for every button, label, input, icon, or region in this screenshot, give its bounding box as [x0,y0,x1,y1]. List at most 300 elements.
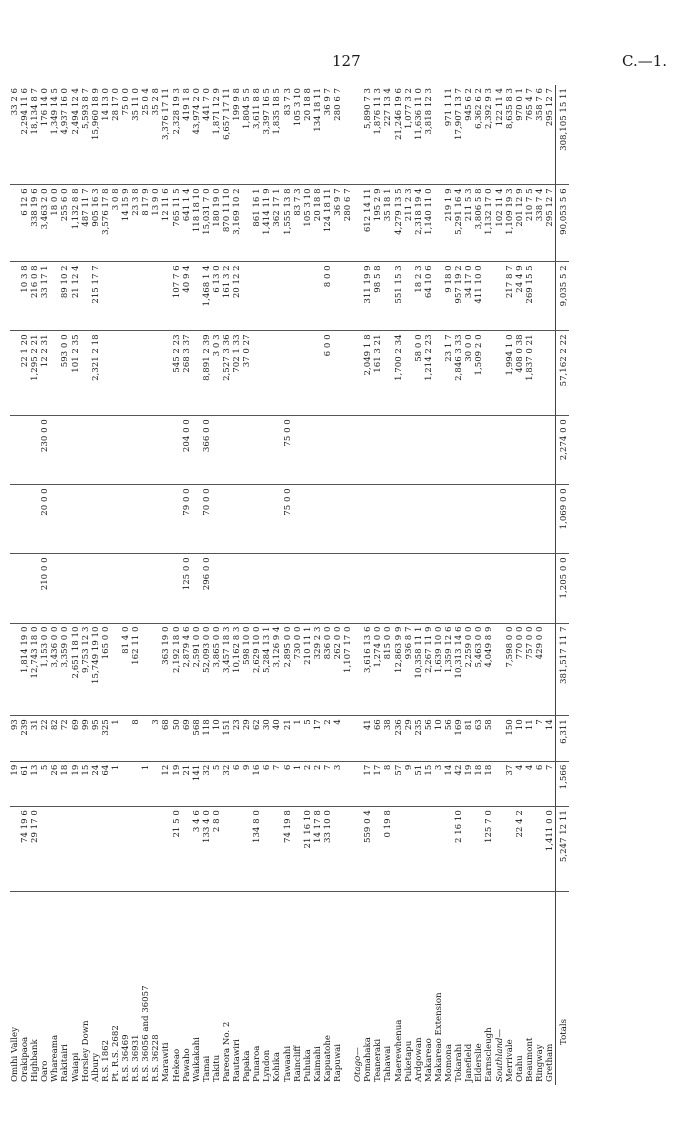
table-cell: 83 7 3 [283,85,293,185]
table-row [242,85,252,1085]
table-cell [303,331,313,416]
table-cell: 2 [323,716,333,761]
table-cell: 61 [20,761,30,806]
table-cell: 3,457 18 3 [222,623,232,716]
table-row [505,85,515,1085]
table-cell: 124 18 11 [323,185,333,262]
table-cell: 2,629 10 0 [252,623,262,716]
row-label: Totals [556,892,570,1086]
table-cell: 64 10 6 [424,262,434,331]
table-cell [474,416,484,485]
table-cell: 66 [373,716,383,761]
table-cell [353,623,363,716]
table-cell: 702 1 33 [232,331,242,416]
table-cell [323,554,333,623]
table-cell: 22 4 2 [515,807,525,892]
row-label: Rapuwai [333,1043,343,1082]
table-cell [353,331,363,416]
table-cell: 1,077 3 2 [404,85,414,185]
table-cell [222,485,232,554]
table-cell [525,416,535,485]
table-cell: 33 17 1 [40,262,50,331]
row-label: Tawaahi [282,1045,293,1082]
table-row [151,85,161,1085]
table-row [192,85,202,1085]
table-cell: 0 19 8 [383,807,393,892]
table-row [414,85,424,1085]
table-cell [161,262,171,331]
table-cell: 296 0 0 [202,554,212,623]
table-cell [495,485,505,554]
table-cell: 905 16 3 [91,185,101,262]
table-cell: 70 0 0 [202,485,212,554]
table-cell [50,262,60,331]
row-label: Puketapu [403,1040,414,1082]
table-cell: 68 [161,716,171,761]
table-cell: 17 [373,761,383,806]
table-cell: 362 17 1 [272,185,282,262]
table-cell [373,554,383,623]
table-cell: 3,359 0 0 [60,623,70,716]
table-cell: 133 4 0 [202,807,212,892]
table-cell: 93 [10,716,20,761]
table-cell: 14 13 0 [101,85,111,185]
table-cell [212,416,222,485]
table-cell [505,554,515,623]
table-cell: 20 12 2 [232,262,242,331]
table-cell: 3 0 8 [111,185,121,262]
table-cell: 210 11 1 [303,623,313,716]
table-row [172,85,182,1085]
table-cell: 770 0 0 [515,623,525,716]
row-label: Makareao [423,1038,434,1082]
row-label: R.S. 36228 [151,1034,162,1082]
table-cell [10,807,20,892]
table-cell: 3,436 0 0 [50,623,60,716]
table-row [30,85,40,1085]
table-cell: 1 [141,761,151,806]
table-cell: 199 9 8 [232,85,242,185]
table-cell [262,485,272,554]
table-cell [484,331,494,416]
table-cell: 559 0 4 [363,807,373,892]
table-cell [10,185,20,262]
table-cell: 26 [50,761,60,806]
table-cell [151,554,161,623]
table-cell: 122 11 4 [495,85,505,185]
table-cell: 545 2 23 [172,331,182,416]
table-cell: 2,392 9 3 [484,85,494,185]
table-cell [353,262,363,331]
table-cell: 1 [111,761,121,806]
row-label: Punaroa [252,1045,263,1082]
table-cell [252,554,262,623]
row-label: Pt. R.S. 2682 [110,1025,121,1082]
table-cell: 5 [40,761,50,806]
table-cell [192,554,202,623]
table-cell [131,262,141,331]
table-cell: 10 [515,716,525,761]
table-cell [242,485,252,554]
table-cell: 2,591 0 0 [192,623,202,716]
table-cell [111,416,121,485]
table-cell: 1,153 0 0 [40,623,50,716]
table-cell: 217 8 7 [505,262,515,331]
table-cell [81,554,91,623]
table-cell [272,262,282,331]
table-cell [434,485,444,554]
table-cell [172,554,182,623]
table-cell: 971 1 11 [444,85,454,185]
table-cell [121,807,131,892]
table-row [333,85,343,1085]
table-cell: 1,359 12 6 [444,623,454,716]
table-cell: 74 19 6 [20,807,30,892]
table-cell: 210 7 5 [525,185,535,262]
table-cell [293,262,303,331]
table-cell [505,485,515,554]
table-cell [91,416,101,485]
row-label: Pomahaka [363,1037,374,1082]
table-cell: 33 2 6 [10,85,20,185]
table-cell: 551 15 3 [394,262,404,331]
table-cell: 125 7 0 [484,807,494,892]
table-cell: 10,162 8 3 [232,623,242,716]
table-row [515,85,525,1085]
table-cell [545,331,556,416]
row-label: Ardgowan [413,1037,424,1082]
table-cell: 15,749 19 10 [91,623,101,716]
table-cell: 18,134 8 7 [30,85,40,185]
table-cell: 5,247 12 11 [556,807,570,892]
row-label: Gretham [544,1043,555,1082]
table-cell [353,554,363,623]
row-label: Kohika [272,1052,283,1082]
table-row [111,85,121,1085]
table-cell: 358 7 6 [535,85,545,185]
table-cell [434,331,444,416]
table-cell: 14 15 9 [121,185,131,262]
table-cell [404,554,414,623]
table-cell [353,761,363,806]
table-cell: 81 4 0 [121,623,131,716]
table-cell [404,416,414,485]
table-cell: 58 [484,716,494,761]
table-cell [111,331,121,416]
row-label: Tamai [201,1055,212,1082]
table-cell: 50 [172,716,182,761]
table-cell: 215 17 7 [91,262,101,331]
table-cell: 593 0 0 [60,331,70,416]
table-cell [50,485,60,554]
table-cell: 408 0 38 [515,331,525,416]
table-cell: 1,411 0 0 [545,807,556,892]
table-cell [101,262,111,331]
table-cell [363,485,373,554]
table-cell: 236 [394,716,404,761]
row-label: R.S. 36056 and 36057 [141,985,152,1082]
table-cell [363,554,373,623]
row-label: Takitu [211,1054,222,1082]
table-row [495,85,505,1085]
table-cell [131,554,141,623]
table-cell [20,416,30,485]
table-cell [50,554,60,623]
row-label: Teaneraki [373,1038,384,1082]
table-cell: 6 [262,761,272,806]
table-cell [353,716,363,761]
table-row [252,85,262,1085]
table-cell: 37 [505,761,515,806]
table-cell [50,331,60,416]
table-cell [343,761,353,806]
table-cell: 211 2 3 [404,185,414,262]
totals-row [556,85,570,1085]
table-cell [283,554,293,623]
row-label: Raincliff [292,1045,303,1082]
table-cell: 35 2 8 [151,85,161,185]
table-cell: 12 [161,761,171,806]
table-cell: 125 0 0 [182,554,192,623]
table-cell: 6 0 0 [323,331,333,416]
table-cell: 3,818 12 3 [424,85,434,185]
table-cell [71,807,81,892]
table-cell [303,416,313,485]
table-cell: 268 3 37 [182,331,192,416]
table-row [293,85,303,1085]
table-cell: 227 13 4 [383,85,393,185]
table-cell [454,416,464,485]
table-row [101,85,111,1085]
table-cell: 230 0 0 [40,416,50,485]
row-label: Whareama [50,1034,61,1082]
table-cell [81,331,91,416]
table-cell: 12 2 31 [40,331,50,416]
row-label: Waiapi [70,1052,81,1082]
table-cell [434,185,444,262]
table-cell: 9,035 5 2 [556,262,570,331]
table-cell: 6 [535,761,545,806]
table-cell [373,416,383,485]
table-cell: 19 [71,761,81,806]
table-cell [222,807,232,892]
table-cell [91,554,101,623]
table-cell [444,807,454,892]
table-cell [60,554,70,623]
table-cell: 25 0 4 [141,85,151,185]
table-cell [141,262,151,331]
table-cell: 38 [383,716,393,761]
row-label: Tokarahi [454,1043,465,1082]
table-cell: 280 6 7 [333,85,343,185]
table-cell: 936 8 7 [404,623,414,716]
table-row [40,85,50,1085]
table-cell: 17 [313,716,323,761]
table-cell: 141 [192,761,202,806]
table-cell: 6,311 [556,716,570,761]
table-cell [232,416,242,485]
table-cell: 118 18 10 [192,185,202,262]
table-cell: 311 19 9 [363,262,373,331]
table-cell [10,262,20,331]
table-cell [242,554,252,623]
table-cell [121,485,131,554]
table-cell: 6,362 6 2 [474,85,484,185]
table-cell [232,807,242,892]
row-label: R.S. 36469 [121,1034,132,1082]
table-cell: 641 1 4 [182,185,192,262]
table-cell: 2,328 19 3 [172,85,182,185]
table-cell: 2,895 0 0 [283,623,293,716]
table-cell: 21 [283,716,293,761]
table-cell [333,485,343,554]
table-cell [424,416,434,485]
table-cell [454,485,464,554]
table-cell: 11 [525,716,535,761]
table-cell [262,807,272,892]
table-cell: 765 4 7 [525,85,535,185]
table-cell [131,485,141,554]
table-cell: 1,274 0 0 [373,623,383,716]
row-label: Rakitairi [60,1044,71,1082]
table-cell: 2,267 11 9 [424,623,434,716]
table-cell: 6 13 0 [212,262,222,331]
row-label: Highbank [30,1039,41,1082]
table-cell: 72 [60,716,70,761]
table-cell [313,331,323,416]
table-cell [474,807,484,892]
table-cell: 12,863 9 9 [394,623,404,716]
table-cell: 14 [545,716,556,761]
table-cell: 69 [182,716,192,761]
table-cell: 29 17 0 [30,807,40,892]
table-cell: 3 [333,761,343,806]
table-cell: 98 5 8 [373,262,383,331]
table-cell: 2,846 3 33 [454,331,464,416]
table-cell: 134 18 11 [313,85,323,185]
row-label: Albury [90,1053,101,1082]
table-cell: 7 [272,761,282,806]
row-label: Orakipaoa [20,1036,31,1082]
table-cell: 17,907 13 7 [454,85,464,185]
table-cell: 33 10 0 [323,807,333,892]
table-row [535,85,545,1085]
table-cell [343,331,353,416]
table-cell: 210 0 0 [40,554,50,623]
table-cell [333,807,343,892]
table-cell: 15,031 7 0 [202,185,212,262]
table-cell: 165 0 0 [101,623,111,716]
table-cell: 21 [182,761,192,806]
table-row [373,85,383,1085]
table-cell: 22 1 20 [20,331,30,416]
table-cell: 3,611 8 8 [252,85,262,185]
table-cell: 5 [212,761,222,806]
table-cell: 19 [172,761,182,806]
table-cell [353,185,363,262]
table-cell: 598 10 0 [242,623,252,716]
table-cell: 1,140 11 0 [424,185,434,262]
table-cell: 2,651 18 10 [71,623,81,716]
table-cell: 7,598 0 0 [505,623,515,716]
table-cell: 216 0 8 [30,262,40,331]
table-cell: 3,126 9 4 [272,623,282,716]
table-cell: 765 11 5 [172,185,182,262]
table-cell: 3,169 10 2 [232,185,242,262]
table-cell: 52,093 0 0 [202,623,212,716]
table-cell: 1,349 14 5 [50,85,60,185]
row-label: Merrivale [504,1039,515,1082]
table-cell: 6 12 6 [20,185,30,262]
row-label: Elderslie [474,1043,485,1082]
table-cell [242,807,252,892]
row-label: Pareora No. 2 [221,1021,232,1082]
table-cell [394,554,404,623]
table-cell [474,485,484,554]
table-cell: 19 [464,761,474,806]
table-cell: 10 [212,716,222,761]
table-cell: 5,593 8 7 [81,85,91,185]
table-cell [434,554,444,623]
table-cell [222,416,232,485]
table-cell: 235 [414,716,424,761]
table-row [131,85,141,1085]
table-cell [343,716,353,761]
table-cell: 201 12 9 [515,185,525,262]
table-cell [30,554,40,623]
table-cell [373,485,383,554]
table-cell: 1,205 0 0 [556,554,570,623]
table-cell: 219 1 9 [444,185,454,262]
table-cell: 1 [293,761,303,806]
table-cell [151,761,161,806]
table-cell [141,331,151,416]
table-row [363,85,373,1085]
table-cell: 269 15 5 [525,262,535,331]
table-cell [151,262,161,331]
table-cell: 18 0 0 [50,185,60,262]
table-cell [484,485,494,554]
table-cell: 23 [232,716,242,761]
table-cell [111,807,121,892]
table-cell [293,331,303,416]
table-cell: 23 3 8 [131,185,141,262]
table-cell [313,262,323,331]
table-cell: 429 0 0 [535,623,545,716]
table-cell: 5,463 0 0 [474,623,484,716]
table-cell [535,262,545,331]
table-cell [101,554,111,623]
table-cell [283,331,293,416]
table-cell: 75 0 0 [283,416,293,485]
table-cell [333,331,343,416]
table-cell [101,807,111,892]
table-cell [535,807,545,892]
table-cell [212,485,222,554]
table-cell [343,416,353,485]
table-cell [353,416,363,485]
table-cell [272,807,282,892]
table-cell: 3,576 17 8 [101,185,111,262]
table-cell: 17 [363,761,373,806]
table-cell: 118 [202,716,212,761]
table-cell: 7 [535,716,545,761]
table-cell [172,485,182,554]
table-cell [232,485,242,554]
table-cell: 105 3 10 [303,185,313,262]
table-cell [111,485,121,554]
row-label: Kaimahi [312,1046,323,1082]
